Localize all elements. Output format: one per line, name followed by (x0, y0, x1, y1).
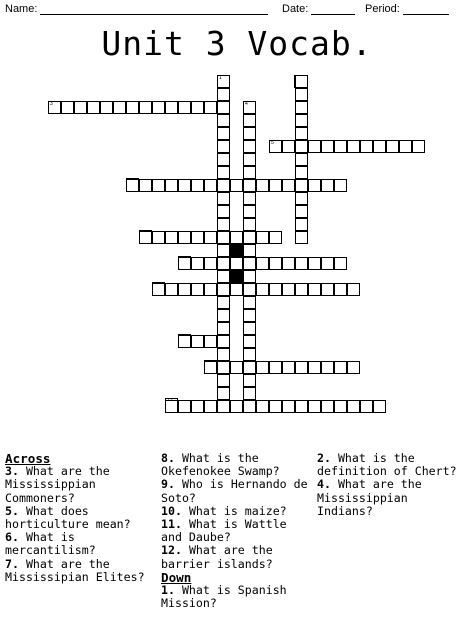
clue-number: 3. (5, 464, 19, 479)
grid-cell[interactable] (217, 114, 230, 127)
grid-cell[interactable] (217, 309, 230, 322)
grid-cell[interactable] (152, 179, 165, 192)
grid-cell[interactable] (165, 101, 178, 114)
grid-cell[interactable] (243, 296, 256, 309)
grid-cell[interactable] (308, 400, 321, 413)
grid-cell[interactable] (334, 179, 347, 192)
grid-cell[interactable] (295, 231, 308, 244)
grid-cell[interactable] (282, 179, 295, 192)
grid-cell[interactable] (243, 322, 256, 335)
clue-across-9 (161, 478, 311, 504)
grid-cell[interactable] (334, 361, 347, 374)
grid-cell[interactable] (347, 140, 360, 153)
grid-cell[interactable] (165, 179, 178, 192)
grid-cell[interactable] (295, 257, 308, 270)
grid-cell[interactable] (282, 257, 295, 270)
grid-cell[interactable] (230, 400, 243, 413)
grid-cell[interactable] (165, 400, 178, 413)
grid-cell[interactable] (178, 335, 191, 348)
grid-cell[interactable] (256, 400, 269, 413)
grid-cell[interactable] (269, 179, 282, 192)
grid-cell[interactable] (152, 283, 165, 296)
clue-down-1 (161, 584, 311, 610)
clue-number: 2. (317, 451, 331, 465)
page-title: Unit 3 Vocab. (101, 24, 373, 63)
grid-cell[interactable] (282, 283, 295, 296)
clue-text: What is mercantilism? (5, 530, 96, 558)
clue-across-7 (5, 558, 155, 584)
across-clues-continued (161, 452, 311, 610)
grid-cell[interactable] (399, 140, 412, 153)
grid-cell[interactable] (217, 335, 230, 348)
grid-cell[interactable] (217, 75, 230, 88)
clue-number: 9. (161, 477, 175, 492)
grid-cell[interactable] (243, 127, 256, 140)
clue-number: 3 (50, 101, 53, 107)
grid-cell[interactable] (217, 361, 230, 374)
grid-cell[interactable] (191, 101, 204, 114)
grid-cell[interactable] (217, 374, 230, 387)
grid-cell[interactable] (295, 283, 308, 296)
clue-number: 7. (5, 556, 19, 571)
grid-cell[interactable] (204, 361, 217, 374)
grid-cell[interactable] (204, 231, 217, 244)
across-clues (5, 452, 155, 584)
grid-cell[interactable] (243, 270, 256, 283)
grid-cell[interactable] (217, 400, 230, 413)
grid-cell[interactable] (217, 88, 230, 101)
grid-cell[interactable] (217, 257, 230, 270)
grid-cell[interactable] (48, 101, 61, 114)
grid-cell[interactable] (347, 400, 360, 413)
grid-cell[interactable] (295, 179, 308, 192)
grid-cell[interactable] (217, 140, 230, 153)
grid-cell[interactable] (230, 231, 243, 244)
name-field[interactable] (5, 3, 268, 15)
grid-cell[interactable] (243, 283, 256, 296)
grid-cell[interactable] (334, 283, 347, 296)
grid-cell[interactable] (269, 231, 282, 244)
grid-cell[interactable] (217, 127, 230, 140)
grid-cell[interactable] (295, 127, 308, 140)
grid-cell[interactable] (178, 257, 191, 270)
grid-cell[interactable] (243, 387, 256, 400)
grid-cell[interactable] (295, 114, 308, 127)
grid-cell[interactable] (113, 101, 126, 114)
grid-cell[interactable] (269, 257, 282, 270)
grid-cell[interactable] (256, 231, 269, 244)
grid-cell[interactable] (243, 179, 256, 192)
clue-number: 12. (161, 543, 182, 558)
grid-cell[interactable] (295, 205, 308, 218)
clue-across-11 (161, 518, 311, 544)
grid-cell[interactable] (269, 361, 282, 374)
grid-cell[interactable] (191, 400, 204, 413)
name-blank-line[interactable] (40, 3, 268, 15)
grid-cell[interactable] (282, 140, 295, 153)
clue-number: 1. (161, 583, 175, 598)
grid-cell[interactable] (295, 192, 308, 205)
clue-text: What is Wattle and Daube? (161, 517, 287, 545)
grid-cell[interactable] (321, 400, 334, 413)
clue-number: 8. (161, 451, 175, 465)
grid-cell[interactable] (269, 400, 282, 413)
grid-cell[interactable] (204, 257, 217, 270)
grid-cell[interactable] (204, 335, 217, 348)
grid-cell[interactable] (217, 283, 230, 296)
grid-cell[interactable] (334, 257, 347, 270)
clue-number: 4. (317, 477, 331, 492)
grid-cell[interactable] (243, 140, 256, 153)
grid-cell[interactable] (243, 348, 256, 361)
grid-cell[interactable] (243, 218, 256, 231)
grid-cell[interactable] (217, 244, 230, 257)
clue-number: 4 (245, 101, 248, 107)
down-clues (317, 452, 467, 518)
grid-cell[interactable] (269, 140, 282, 153)
grid-cell[interactable] (308, 361, 321, 374)
clue-down-4 (317, 478, 467, 518)
grid-cell[interactable] (191, 179, 204, 192)
clue-number: 1 (219, 75, 222, 81)
clue-number: 5 (271, 140, 274, 146)
grid-cell[interactable] (295, 153, 308, 166)
clue-across-3 (5, 465, 155, 505)
blocked-cell (230, 270, 243, 283)
grid-cell[interactable] (204, 283, 217, 296)
grid-cell[interactable] (243, 335, 256, 348)
grid-cell[interactable] (243, 153, 256, 166)
grid-cell[interactable] (217, 270, 230, 283)
grid-cell[interactable] (178, 400, 191, 413)
grid-cell[interactable] (217, 322, 230, 335)
grid-cell[interactable] (217, 153, 230, 166)
clue-down-2 (317, 452, 467, 478)
clue-across-6 (5, 531, 155, 557)
grid-cell[interactable] (269, 283, 282, 296)
grid-cell[interactable] (243, 205, 256, 218)
clue-across-8 (161, 452, 311, 478)
date-field[interactable] (282, 3, 355, 15)
grid-cell[interactable] (360, 140, 373, 153)
grid-cell[interactable] (256, 257, 269, 270)
grid-cell[interactable] (412, 140, 425, 153)
grid-cell[interactable] (217, 166, 230, 179)
grid-cell[interactable] (308, 179, 321, 192)
grid-cell[interactable] (373, 400, 386, 413)
grid-cell[interactable] (139, 231, 152, 244)
clue-number: 5. (5, 503, 19, 518)
grid-cell[interactable] (204, 101, 217, 114)
grid-cell[interactable] (295, 140, 308, 153)
grid-cell[interactable] (386, 140, 399, 153)
grid-cell[interactable] (295, 101, 308, 114)
clue-number: 6. (5, 530, 19, 545)
grid-cell[interactable] (191, 231, 204, 244)
grid-cell[interactable] (347, 283, 360, 296)
clue-number: 10. (161, 503, 182, 518)
grid-cell[interactable] (295, 166, 308, 179)
grid-cell[interactable] (256, 361, 269, 374)
grid-cell[interactable] (139, 179, 152, 192)
grid-cell[interactable] (217, 387, 230, 400)
grid-cell[interactable] (282, 400, 295, 413)
grid-cell[interactable] (230, 257, 243, 270)
grid-cell[interactable] (295, 361, 308, 374)
grid-cell[interactable] (230, 283, 243, 296)
clue-text: What is the definition of Chert? (317, 451, 457, 479)
grid-cell[interactable] (217, 101, 230, 114)
grid-cell[interactable] (295, 218, 308, 231)
clue-number: 11. (161, 517, 182, 532)
across-heading: Across (5, 451, 51, 466)
clue-text: What is Spanish Mission? (161, 583, 287, 611)
grid-cell[interactable] (74, 101, 87, 114)
grid-cell[interactable] (152, 101, 165, 114)
grid-cell[interactable] (191, 335, 204, 348)
grid-cell[interactable] (256, 179, 269, 192)
grid-cell[interactable] (87, 101, 100, 114)
grid-cell[interactable] (178, 283, 191, 296)
grid-cell[interactable] (373, 140, 386, 153)
grid-cell[interactable] (61, 101, 74, 114)
grid-cell[interactable] (191, 283, 204, 296)
grid-cell[interactable] (243, 192, 256, 205)
grid-cell[interactable] (243, 361, 256, 374)
grid-cell[interactable] (217, 205, 230, 218)
grid-cell[interactable] (360, 400, 373, 413)
grid-cell[interactable] (243, 400, 256, 413)
grid-cell[interactable] (204, 179, 217, 192)
grid-cell[interactable] (334, 140, 347, 153)
name-label: Name: (5, 3, 38, 15)
grid-cell[interactable] (217, 179, 230, 192)
grid-cell[interactable] (295, 88, 308, 101)
clue-text: What does horticulture mean? (5, 503, 131, 532)
grid-cell[interactable] (139, 101, 152, 114)
blocked-cell (230, 244, 243, 257)
grid-cell[interactable] (230, 361, 243, 374)
period-label: Period: (365, 3, 400, 15)
grid-cell[interactable] (178, 101, 191, 114)
grid-cell[interactable] (321, 283, 334, 296)
grid-cell[interactable] (243, 231, 256, 244)
grid-cell[interactable] (308, 283, 321, 296)
date-label: Date: (282, 3, 309, 15)
clue-text: What are the Mississippian Indians? (317, 477, 422, 518)
grid-cell[interactable] (295, 400, 308, 413)
clue-text: What are the barrier islands? (161, 543, 273, 571)
worksheet-header (5, 3, 469, 19)
clue-text: What is maize? (188, 503, 287, 518)
grid-cell[interactable] (152, 231, 165, 244)
down-heading: Down (161, 569, 192, 585)
grid-cell[interactable] (217, 231, 230, 244)
clue-text: What is the Okefenokee Swamp? (161, 451, 280, 479)
grid-cell[interactable] (308, 257, 321, 270)
grid-cell[interactable] (217, 192, 230, 205)
grid-cell[interactable] (217, 348, 230, 361)
grid-cell[interactable] (100, 101, 113, 114)
grid-cell[interactable] (126, 179, 139, 192)
date-blank-line[interactable] (311, 3, 355, 15)
grid-cell[interactable] (321, 257, 334, 270)
grid-cell[interactable] (256, 283, 269, 296)
grid-cell[interactable] (243, 166, 256, 179)
grid-cell[interactable] (321, 179, 334, 192)
grid-cell[interactable] (243, 257, 256, 270)
grid-cell[interactable] (217, 296, 230, 309)
grid-cell[interactable] (178, 179, 191, 192)
grid-cell[interactable] (217, 218, 230, 231)
grid-cell[interactable] (191, 257, 204, 270)
grid-cell[interactable] (282, 361, 295, 374)
grid-cell[interactable] (230, 179, 243, 192)
grid-cell[interactable] (295, 75, 308, 88)
clue-across-5 (5, 505, 155, 531)
clue-across-12 (161, 544, 311, 570)
grid-cell[interactable] (243, 309, 256, 322)
grid-cell[interactable] (243, 101, 256, 114)
period-field[interactable] (365, 3, 449, 15)
grid-cell[interactable] (165, 231, 178, 244)
clue-text: What are the Mississippian Commoners? (5, 464, 110, 505)
grid-cell[interactable] (321, 140, 334, 153)
grid-cell[interactable] (178, 231, 191, 244)
clue-text: What are the Mississipian Elites? (5, 556, 145, 584)
clue-text: Who is Hernando de Soto? (161, 477, 308, 505)
grid-cell[interactable] (204, 400, 217, 413)
grid-cell[interactable] (321, 361, 334, 374)
grid-cell[interactable] (334, 400, 347, 413)
grid-cell[interactable] (126, 101, 139, 114)
grid-cell[interactable] (165, 283, 178, 296)
grid-cell[interactable] (347, 361, 360, 374)
grid-cell[interactable] (243, 114, 256, 127)
grid-cell[interactable] (243, 244, 256, 257)
grid-cell[interactable] (308, 140, 321, 153)
period-blank-line[interactable] (403, 3, 449, 15)
grid-cell[interactable] (243, 374, 256, 387)
